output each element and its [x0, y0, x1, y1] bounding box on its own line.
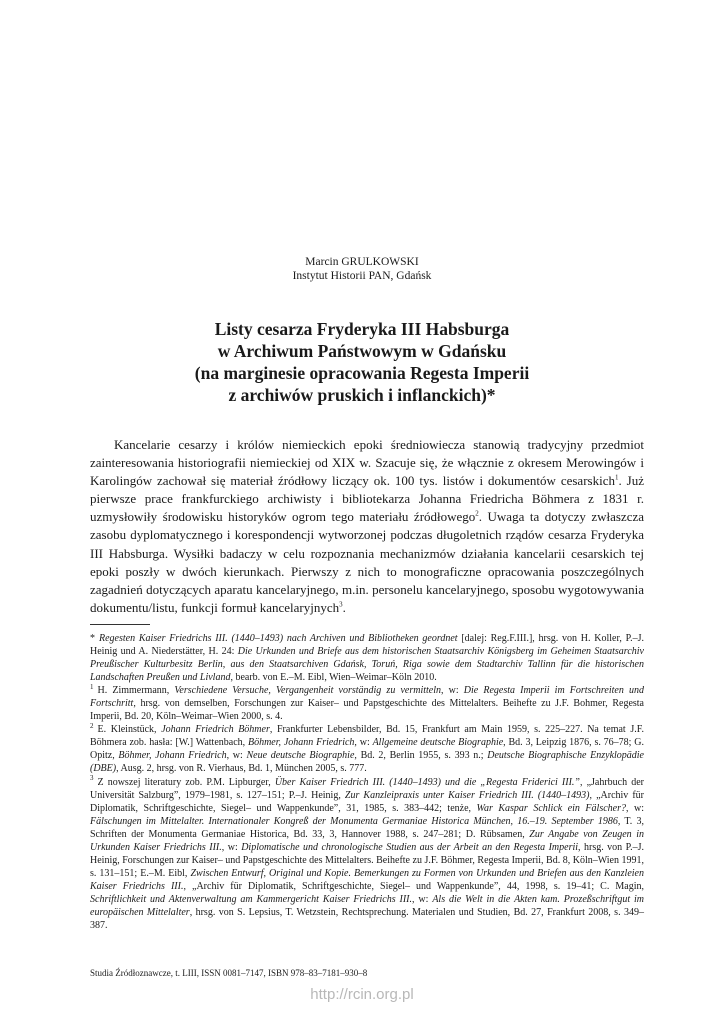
fn-italic: Böhmer, Johann Friedrich — [118, 750, 227, 762]
fn-italic: Die Urkunden und Briefe aus dem historischen Staatsarchiv Königsberg im Geheimen Staatsarchiv Preußischer Kulturbesitz Berlin, aus den Staatsarchiven Gdańsk, Toruń, Riga sowie dem Stadtarchiv Tallinn für die historischen Landschaften Preußen und Livland — [90, 646, 644, 684]
body-sentence-end: . — [342, 599, 346, 615]
fn-italic: Böhmer, Johann Friedrich — [247, 737, 355, 749]
fn-text: , hrsg. von demselben, Forschungen zur Kaiser– und Papstgeschichte des Mittelalters. Beihefte zu J.F. Bohmer, Regesta Imperii, Bd. 20, Köln–Weimar–Wien 2000, s. 4. — [90, 698, 644, 723]
fn-text: , w: — [625, 802, 644, 814]
fn-text: , w: — [221, 841, 242, 853]
fn-text: , hrsg. von P.–J. Heinig, Forschungen zur Kaiser– und Papstgeschichte des Mittelalters. Beihefte zu J.F. Böhmer, Regesta Imperii, Bd. 8, Köln–Wien 1991, s. 131–151; E.–M. Eibl, — [90, 841, 644, 879]
fn-italic: Regesten Kaiser Friedrichs III. (1440–1493) nach Archiven und Bibliotheken geordnet — [99, 633, 458, 644]
footnote-separator — [90, 624, 150, 625]
author-name: Marcin GRULKOWSKI — [305, 256, 419, 268]
body-paragraph — [90, 436, 644, 617]
fn-italic: Schriftlichkeit und Aktenverwaltung am Kammergericht Kaiser Friedrichs III. — [90, 893, 413, 905]
fn-text: , T. 3, Schriften der Monumenta Germaniae Historica, Bd. 33, 3, Hannover 1988, s. 247–281; D. Rübsamen, — [90, 815, 644, 840]
fn-italic: Zur Angabe von Zeugen in Urkunden Kaiser Friedrichs III. — [90, 828, 644, 853]
fn-italic: Deutsche Biographische Enzyklopädie (DBE) — [90, 750, 644, 775]
footnote-2 — [90, 723, 644, 775]
fn-text: , „Archiv für Diplomatik, Schriftgeschichte, Siegel– und Wappenkunde”, 44, 1998, s. 19–41; C. Magin, — [183, 880, 644, 892]
fn-text: , w: — [226, 750, 247, 762]
fn-italic: War Kaspar Schlick ein Fälscher? — [476, 802, 626, 814]
fn-text: , Bd. 3, Leipzig 1876, s. 76–78; G. Opitz, — [90, 737, 644, 762]
footnote-1 — [90, 684, 644, 723]
author-affiliation: Instytut Historii PAN, Gdańsk — [292, 270, 432, 282]
footnote-ref-3[interactable]: 3 — [339, 600, 343, 609]
fn-italic: Fälschungen im Mittelalter. Internationaler Kongreß der Monumenta Germaniae Historica München, 16.–19. September 1986 — [90, 815, 618, 827]
footnote-mark: 2 — [90, 722, 94, 730]
fn-text: , Frankfurter Lebensbilder, Bd. 15, Frankfurt am Main 1959, s. 225–227. Na temat J.F. Böhmera zob. hasła: [W.] Wattenbach, — [90, 724, 644, 749]
footnote-ref-1[interactable]: 1 — [614, 473, 619, 482]
fn-text: , „Archiv für Diplomatik, Schriftgeschichte, Siegel– und Wappenkunde”, 31, 1985, s. 383–442; tenże, — [90, 789, 644, 814]
footnote-3 — [90, 776, 644, 933]
fn-italic: Diplomatische und chronologische Studien aus der Arbeit an den Regesta Imperii — [241, 841, 579, 853]
fn-italic: Allgemeine deutsche Biographie — [372, 737, 504, 749]
footnote-mark: 3 — [90, 774, 94, 783]
title-line-3: (na marginesie opracowania Regesta Imperii — [194, 363, 530, 383]
body-sentence-2: . Już pierwsze prace frankfurckiego archiwisty i bibliotekarza Johanna Friedricha Böhmera z 1831 r. uzmysłowiły środowisku historyków ogrom tego materiału źródłowego — [90, 473, 644, 525]
fn-italic: Als die Welt in die Akten kam. Prozeßschriftgut im europäischen Mittelalter — [90, 893, 645, 918]
fn-text: , w: — [412, 893, 433, 905]
title-line-4: z archiwów pruskich i inflanckich)* — [228, 385, 496, 405]
author-block — [0, 255, 724, 283]
footnote-ref-2[interactable]: 2 — [475, 510, 479, 519]
fn-text: , w: — [441, 685, 464, 697]
fn-text: , w: — [354, 737, 373, 749]
fn-italic: Johann Friedrich Böhmer — [161, 724, 270, 736]
fn-italic: Neue deutsche Biographie — [246, 750, 355, 762]
fn-italic: Die Regesta Imperii im Fortschreiten und Fortschritt — [90, 685, 644, 710]
fn-text: , hrsg. von S. Lepsius, T. Wetzstein, Rechtsprechung. Materialen und Studien, Bd. 27, Frankfurt 2008, s. 349–387. — [90, 906, 644, 932]
footnote-mark: 1 — [90, 682, 94, 691]
watermark-url[interactable]: http://rcin.org.pl — [310, 986, 414, 1003]
article-title — [0, 318, 724, 406]
journal-footer: Studia Źródłoznawcze, t. LIII, ISSN 0081–7147, ISBN 978–83–7181–930–8 — [90, 968, 368, 978]
fn-text: , Bd. 2, Berlin 1955, s. 393 n.; — [354, 750, 488, 762]
fn-italic: Verschiedene Versuche, Vergangenheit vorständig zu vermitteln — [174, 685, 441, 697]
footnotes — [90, 632, 644, 932]
fn-text: , Ausg. 2, hrsg. von R. Vierhaus, Bd. 1, München 2005, s. 777. — [116, 763, 367, 775]
fn-text: , „Jahrbuch der Universität Salzburg”, 1979–1981, s. 127–151; P.–J. Heinig, — [90, 776, 644, 801]
body-sentence-3: . Uwaga ta dotyczy zwłaszcza zasobu dyplomatycznego i korespondencji wytworzonej podczas długoletnich rządów cesarza Fryderyka III Habsburga. Wysiłki badaczy w celu rozpoznania mechanizmów działania kancelarii cesarskich tej epoki poszły w dwóch kierunkach. Pierwszy z nich to monograficzne opracowania poszczególnych zagadnień dotyczących aparatu kancelaryjnego, m.in. personelu kancelaryjnego, sposobu wygotowywania dokumentu/listu, funkcji formuł kancelaryjnych — [90, 509, 645, 615]
fn-text: H. Zimmermann, — [97, 685, 175, 697]
fn-text: , bearb. von E.–M. Eibl, Wien–Weimar–Köln 2010. — [230, 672, 437, 684]
body-text — [90, 436, 644, 617]
fn-italic: Über Kaiser Friedrich III. (1440–1493) und die „Regesta Friderici III.” — [274, 776, 580, 788]
fn-italic: Zwischen Entwurf, Original und Kopie. Bemerkungen zu Formen von Urkunden und Briefen aus den Kanzleien Kaiser Friedrichs III. — [90, 867, 644, 892]
fn-italic: Zur Kanzleipraxis unter Kaiser Friedrich III. (1440–1493) — [344, 789, 590, 801]
fn-text: Z nowszej literatury zob. P.M. Lipburger, — [97, 776, 275, 788]
title-line-2: w Archiwum Państwowym w Gdańsku — [217, 341, 507, 361]
title-line-1: Listy cesarza Fryderyka III Habsburga — [214, 319, 510, 339]
fn-text: E. Kleinstück, — [97, 724, 162, 736]
footnote-mark: * — [90, 633, 95, 644]
fn-text: [dalej: Reg.F.III.], hrsg. von H. Koller, P.–J. Heinig und A. Niederstätter, H. 24: — [90, 633, 644, 658]
body-sentence-1: Kancelarie cesarzy i królów niemieckich epoki średniowiecza stanowią tradycyjny przedmiot zainteresowania historiografii niemieckiej od XIX w. Szacuje się, że włącznie z okresem Merowingów i Karolingów zachował się materiał źródłowy liczący ok. 100 tys. listów i dokumentów cesarskich — [90, 437, 644, 489]
footnote-star — [90, 632, 644, 684]
